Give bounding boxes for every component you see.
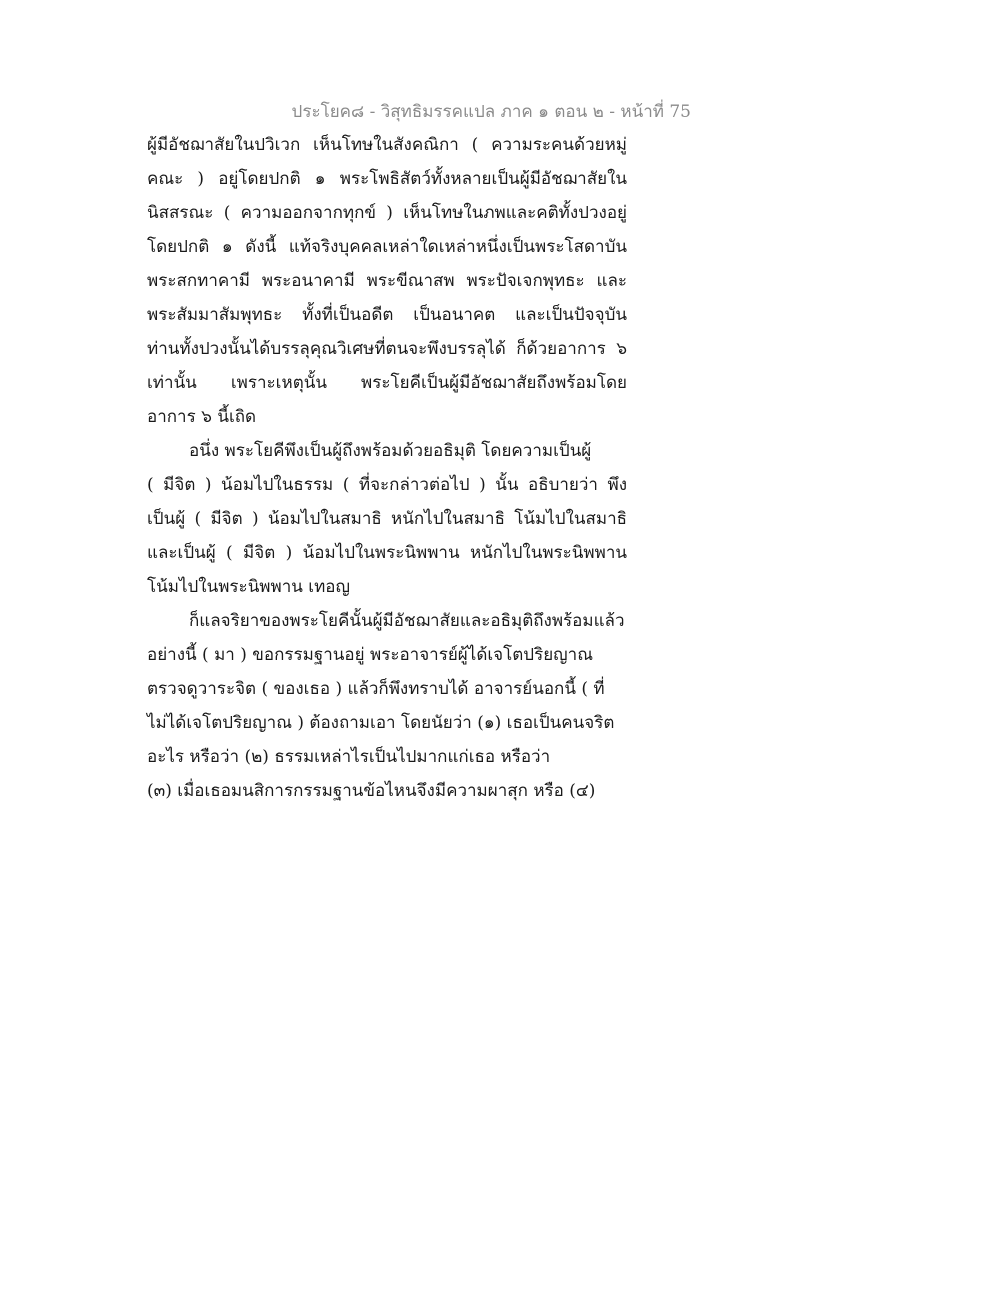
text-line: ผู้มีอัชฌาสัยในปวิเวก เห็นโทษในสังคณิกา ( ความระคนด้วยหมู่ bbox=[147, 135, 627, 155]
text-line: อะไร หรือว่า (๒) ธรรมเหล่าไรเป็นไปมากแก่เธอ หรือว่า bbox=[147, 747, 551, 767]
text-line: ตรวจดูวาระจิต ( ของเธอ ) แล้วก็พึงทราบได้ อาจารย์นอกนี้ ( ที่ bbox=[147, 679, 605, 699]
text-line: (๓) เมื่อเธอมนสิการกรรมฐานข้อไหนจึงมีความผาสุก หรือ (๔) bbox=[147, 781, 596, 801]
text-line: เท่านั้น เพราะเหตุนั้น พระโยคีเป็นผู้มีอัชฌาสัยถึงพร้อมโดย bbox=[147, 373, 627, 393]
body-text bbox=[147, 128, 627, 808]
text-line: พระสัมมาสัมพุทธะ ทั้งที่เป็นอดีต เป็นอนาคต และเป็นปัจจุบัน bbox=[147, 305, 627, 325]
paragraph-1 bbox=[147, 128, 627, 434]
text-line: อนึ่ง พระโยคีพึงเป็นผู้ถึงพร้อมด้วยอธิมุติ โดยความเป็นผู้ bbox=[189, 441, 592, 461]
text-line: เป็นผู้ ( มีจิต ) น้อมไปในสมาธิ หนักไปในสมาธิ โน้มไปในสมาธิ bbox=[147, 509, 627, 529]
text-line: คณะ ) อยู่โดยปกติ ๑ พระโพธิสัตว์ทั้งหลายเป็นผู้มีอัชฌาสัยใน bbox=[147, 169, 627, 189]
text-line: อย่างนี้ ( มา ) ขอกรรมฐานอยู่ พระอาจารย์ผู้ได้เจโตปริยญาณ bbox=[147, 645, 593, 665]
text-line: ( มีจิต ) น้อมไปในธรรม ( ที่จะกล่าวต่อไป ) นั้น อธิบายว่า พึง bbox=[147, 475, 627, 495]
text-line: โดยปกติ ๑ ดังนี้ แท้จริงบุคคลเหล่าใดเหล่าหนึ่งเป็นพระโสดาบัน bbox=[147, 237, 627, 257]
text-line: อาการ ๖ นี้เถิด bbox=[147, 407, 257, 427]
text-line: พระสกทาคามี พระอนาคามี พระขีณาสพ พระปัจเจกพุทธะ และ bbox=[147, 271, 627, 291]
text-line: ท่านทั้งปวงนั้นได้บรรลุคุณวิเศษที่ตนจะพึงบรรลุได้ ก็ด้วยอาการ ๖ bbox=[147, 339, 627, 359]
text-line: และเป็นผู้ ( มีจิต ) น้อมไปในพระนิพพาน หนักไปในพระนิพพาน bbox=[147, 543, 627, 563]
text-line: ก็แลจริยาของพระโยคีนั้นผู้มีอัชฌาสัยและอธิมุติถึงพร้อมแล้ว bbox=[189, 611, 625, 631]
paragraph-2 bbox=[147, 434, 627, 604]
paragraph-3 bbox=[147, 604, 627, 808]
page-header: ประโยค๘ - วิสุทธิมรรคแปล ภาค ๑ ตอน ๒ - หน้าที่ 75 bbox=[291, 102, 691, 122]
text-line: นิสสรณะ ( ความออกจากทุกข์ ) เห็นโทษในภพและคติทั้งปวงอยู่ bbox=[147, 203, 627, 223]
text-line: โน้มไปในพระนิพพาน เทอญ bbox=[147, 577, 351, 597]
text-line: ไม่ได้เจโตปริยญาณ ) ต้องถามเอา โดยนัยว่า (๑) เธอเป็นคนจริต bbox=[147, 713, 615, 733]
